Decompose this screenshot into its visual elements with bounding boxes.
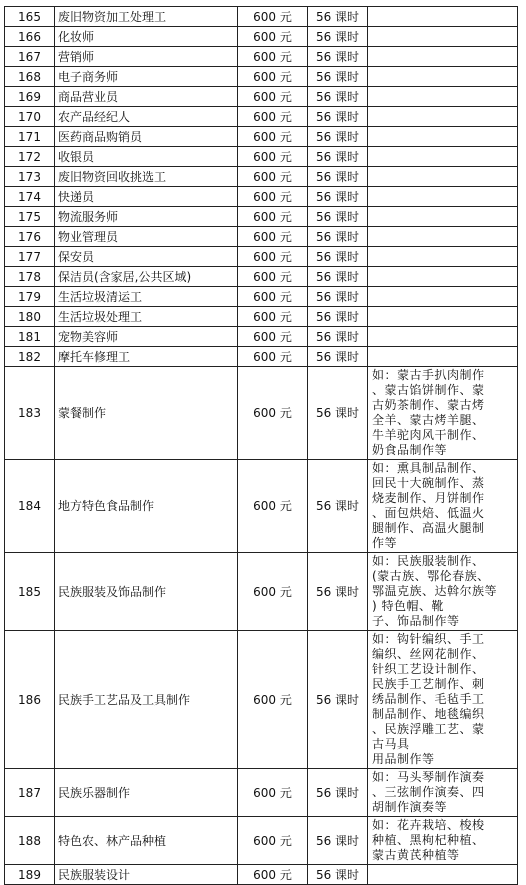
fee-cell: 600 元 (238, 817, 308, 865)
occupation-name: 保洁员(含家居,公共区域) (55, 267, 238, 287)
table-row (5, 27, 518, 47)
hours-cell: 56 课时 (308, 553, 368, 631)
occupation-name: 地方特色食品制作 (55, 460, 238, 553)
table-row (5, 327, 518, 347)
row-number: 185 (5, 553, 55, 631)
note-cell (368, 87, 518, 107)
hours-cell: 56 课时 (308, 107, 368, 127)
note-cell: 如：钩针编织、手工 编织、丝网花制作、 针织工艺设计制作、 民族手工艺制作、刺 绣品制作、毛毡手工 制品制作、地毯编织 、民族浮雕工艺、蒙 古马具 用品制作等 (368, 631, 518, 769)
table-row (5, 631, 518, 769)
row-number: 176 (5, 227, 55, 247)
fee-cell: 600 元 (238, 167, 308, 187)
note-cell (368, 127, 518, 147)
table-row (5, 865, 518, 885)
occupation-name: 收银员 (55, 147, 238, 167)
occupation-name: 保安员 (55, 247, 238, 267)
hours-cell: 56 课时 (308, 147, 368, 167)
table-row (5, 460, 518, 553)
occupation-name: 物业管理员 (55, 227, 238, 247)
row-number: 171 (5, 127, 55, 147)
hours-cell: 56 课时 (308, 817, 368, 865)
note-cell (368, 865, 518, 885)
note-cell (368, 107, 518, 127)
occupation-name: 快递员 (55, 187, 238, 207)
occupation-name: 民族服装设计 (55, 865, 238, 885)
table-row (5, 287, 518, 307)
note-cell (368, 187, 518, 207)
occupation-name: 化妆师 (55, 27, 238, 47)
table-row (5, 227, 518, 247)
hours-cell: 56 课时 (308, 631, 368, 769)
row-number: 180 (5, 307, 55, 327)
row-number: 179 (5, 287, 55, 307)
fee-cell: 600 元 (238, 147, 308, 167)
hours-cell: 56 课时 (308, 167, 368, 187)
table-row (5, 247, 518, 267)
row-number: 167 (5, 47, 55, 67)
fee-cell: 600 元 (238, 267, 308, 287)
fee-cell: 600 元 (238, 107, 308, 127)
hours-cell: 56 课时 (308, 227, 368, 247)
table-row (5, 817, 518, 865)
row-number: 187 (5, 769, 55, 817)
note-cell (368, 167, 518, 187)
hours-cell: 56 课时 (308, 7, 368, 27)
occupation-name: 蒙餐制作 (55, 367, 238, 460)
hours-cell: 56 课时 (308, 207, 368, 227)
row-number: 169 (5, 87, 55, 107)
row-number: 189 (5, 865, 55, 885)
hours-cell: 56 课时 (308, 247, 368, 267)
note-cell (368, 47, 518, 67)
fee-cell: 600 元 (238, 187, 308, 207)
hours-cell: 56 课时 (308, 187, 368, 207)
occupation-name: 物流服务师 (55, 207, 238, 227)
occupation-name: 民族服装及饰品制作 (55, 553, 238, 631)
fee-cell: 600 元 (238, 227, 308, 247)
note-cell (368, 307, 518, 327)
hours-cell: 56 课时 (308, 327, 368, 347)
occupation-name: 废旧物资回收挑选工 (55, 167, 238, 187)
hours-cell: 56 课时 (308, 67, 368, 87)
note-cell (368, 67, 518, 87)
hours-cell: 56 课时 (308, 347, 368, 367)
occupation-name: 商品营业员 (55, 87, 238, 107)
note-cell (368, 287, 518, 307)
hours-cell: 56 课时 (308, 127, 368, 147)
note-cell: 如：民族服装制作、 (蒙古族、鄂伦春族、 鄂温克族、达斡尔族等 ) 特色帽、靴 子、饰品制作等 (368, 553, 518, 631)
fee-cell: 600 元 (238, 87, 308, 107)
note-cell (368, 147, 518, 167)
note-cell (368, 207, 518, 227)
table-row (5, 47, 518, 67)
table-row (5, 87, 518, 107)
row-number: 182 (5, 347, 55, 367)
fee-cell: 600 元 (238, 287, 308, 307)
hours-cell: 56 课时 (308, 307, 368, 327)
note-cell: 如：花卉栽培、梭梭 种植、黑枸杞种植、 蒙古黄芪种植等 (368, 817, 518, 865)
hours-cell: 56 课时 (308, 87, 368, 107)
note-cell (368, 267, 518, 287)
occupation-name: 民族乐器制作 (55, 769, 238, 817)
occupation-name: 电子商务师 (55, 67, 238, 87)
table-row (5, 769, 518, 817)
table-row (5, 367, 518, 460)
occupation-name: 废旧物资加工处理工 (55, 7, 238, 27)
row-number: 184 (5, 460, 55, 553)
note-cell (368, 27, 518, 47)
note-cell (368, 7, 518, 27)
hours-cell: 56 课时 (308, 367, 368, 460)
row-number: 173 (5, 167, 55, 187)
note-cell (368, 227, 518, 247)
row-number: 175 (5, 207, 55, 227)
fee-cell: 600 元 (238, 207, 308, 227)
table-row (5, 147, 518, 167)
row-number: 186 (5, 631, 55, 769)
hours-cell: 56 课时 (308, 47, 368, 67)
note-cell: 如：蒙古手扒肉制作 、蒙古馅饼制作、蒙 古奶茶制作、蒙古烤 全羊、蒙古烤羊腿、 牛羊驼肉风干制作、 奶食品制作等 (368, 367, 518, 460)
occupation-name: 农产品经纪人 (55, 107, 238, 127)
occupation-name: 特色农、林产品种植 (55, 817, 238, 865)
row-number: 165 (5, 7, 55, 27)
row-number: 170 (5, 107, 55, 127)
table-row (5, 207, 518, 227)
row-number: 168 (5, 67, 55, 87)
hours-cell: 56 课时 (308, 27, 368, 47)
table-row (5, 127, 518, 147)
occupation-name: 宠物美容师 (55, 327, 238, 347)
table-row (5, 347, 518, 367)
occupation-name: 民族手工艺品及工具制作 (55, 631, 238, 769)
fee-cell: 600 元 (238, 327, 308, 347)
hours-cell: 56 课时 (308, 769, 368, 817)
fee-cell: 600 元 (238, 865, 308, 885)
fee-cell: 600 元 (238, 631, 308, 769)
note-cell: 如：熏具制品制作、 回民十大碗制作、蒸 烧麦制作、月饼制作 、面包烘焙、低温火 腿制作、高温火腿制 作等 (368, 460, 518, 553)
row-number: 188 (5, 817, 55, 865)
note-cell (368, 347, 518, 367)
table-row (5, 107, 518, 127)
occupation-name: 医药商品购销员 (55, 127, 238, 147)
table-row (5, 67, 518, 87)
table-row (5, 267, 518, 287)
row-number: 177 (5, 247, 55, 267)
note-cell (368, 327, 518, 347)
fee-cell: 600 元 (238, 27, 308, 47)
note-cell: 如：马头琴制作演奏 、三弦制作演奏、四 胡制作演奏等 (368, 769, 518, 817)
table-row (5, 187, 518, 207)
table-row (5, 167, 518, 187)
fee-cell: 600 元 (238, 367, 308, 460)
row-number: 172 (5, 147, 55, 167)
row-number: 174 (5, 187, 55, 207)
fee-cell: 600 元 (238, 347, 308, 367)
row-number: 178 (5, 267, 55, 287)
hours-cell: 56 课时 (308, 460, 368, 553)
hours-cell: 56 课时 (308, 287, 368, 307)
note-cell (368, 247, 518, 267)
fee-cell: 600 元 (238, 769, 308, 817)
occupation-name: 生活垃圾处理工 (55, 307, 238, 327)
hours-cell: 56 课时 (308, 267, 368, 287)
fee-cell: 600 元 (238, 460, 308, 553)
course-fee-table (4, 6, 518, 885)
hours-cell: 56 课时 (308, 865, 368, 885)
row-number: 183 (5, 367, 55, 460)
fee-cell: 600 元 (238, 127, 308, 147)
table-row (5, 553, 518, 631)
row-number: 181 (5, 327, 55, 347)
fee-cell: 600 元 (238, 307, 308, 327)
occupation-name: 营销师 (55, 47, 238, 67)
occupation-name: 生活垃圾清运工 (55, 287, 238, 307)
fee-cell: 600 元 (238, 47, 308, 67)
fee-cell: 600 元 (238, 67, 308, 87)
row-number: 166 (5, 27, 55, 47)
table-row (5, 307, 518, 327)
table-body (5, 7, 518, 885)
fee-cell: 600 元 (238, 7, 308, 27)
occupation-name: 摩托车修理工 (55, 347, 238, 367)
fee-cell: 600 元 (238, 553, 308, 631)
table-row (5, 7, 518, 27)
fee-cell: 600 元 (238, 247, 308, 267)
